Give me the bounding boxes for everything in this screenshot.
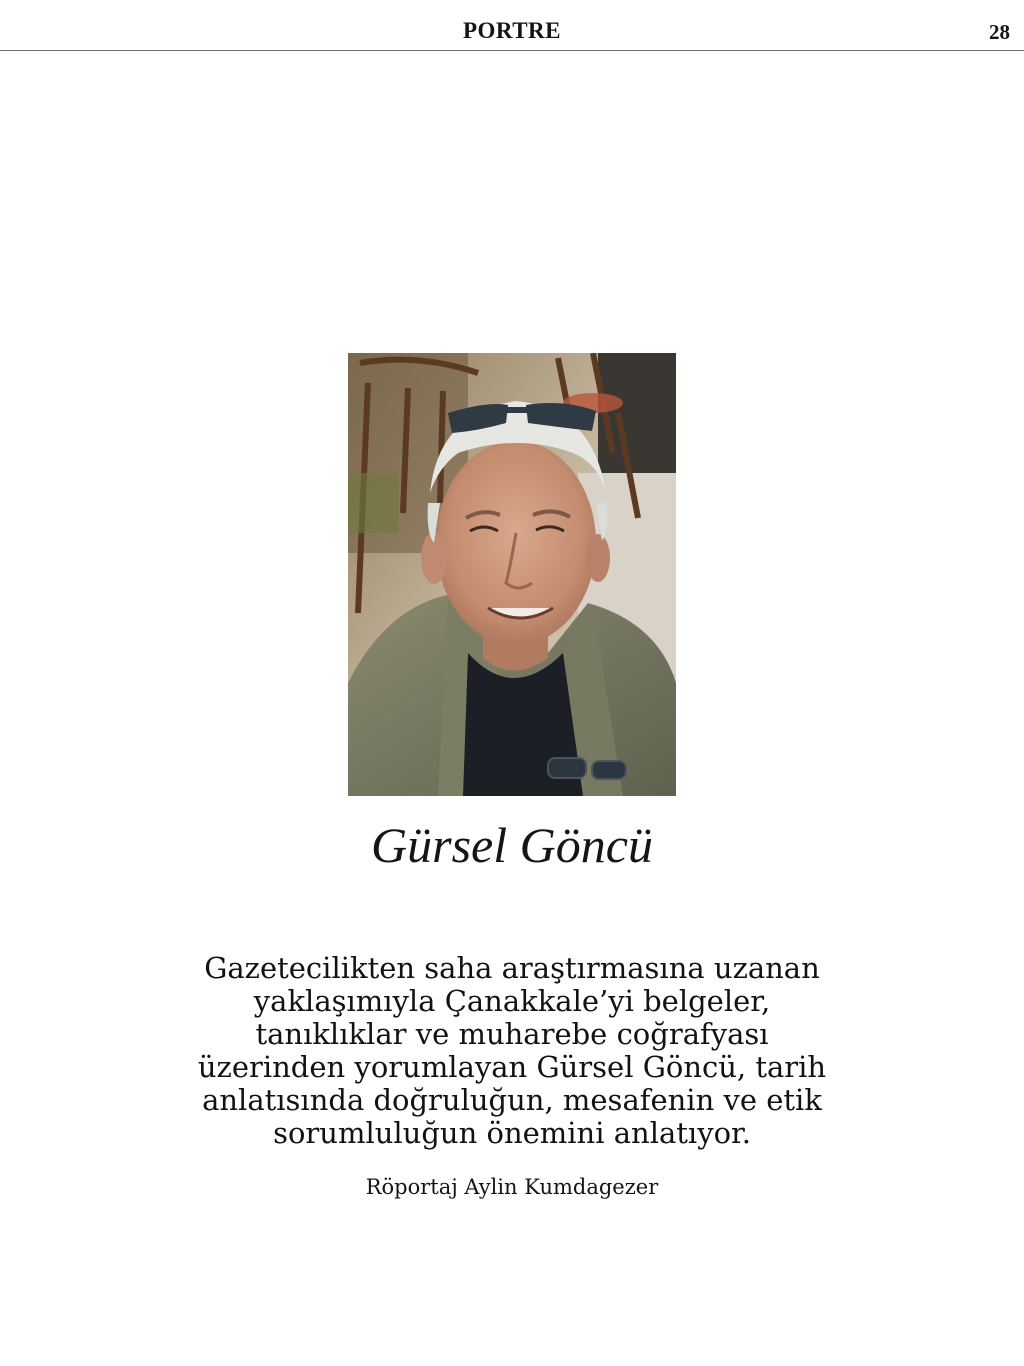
lead-line: tanıklıklar ve muharebe coğrafyası <box>255 1017 769 1051</box>
section-title: PORTRE <box>462 18 562 43</box>
lead-paragraph <box>112 952 912 1150</box>
page-header <box>0 0 1024 51</box>
lead-line: üzerinden yorumlayan Gürsel Göncü, tarih <box>197 1050 827 1084</box>
interviewee-name: Gürsel Göncü <box>371 817 653 873</box>
lead-line: yaklaşımıyla Çanakkale’yi belgeler, <box>253 984 771 1018</box>
byline: Röportaj Aylin Kumdagezer <box>365 1175 659 1199</box>
portrait-photo <box>348 353 676 796</box>
lead-line: anlatısında doğruluğun, mesafenin ve etik <box>202 1083 822 1117</box>
lead-line: sorumluluğun önemini anlatıyor. <box>273 1116 751 1150</box>
lead-line: Gazetecilikten saha araştırmasına uzanan <box>204 951 820 985</box>
page-number: 28 <box>989 20 1010 44</box>
